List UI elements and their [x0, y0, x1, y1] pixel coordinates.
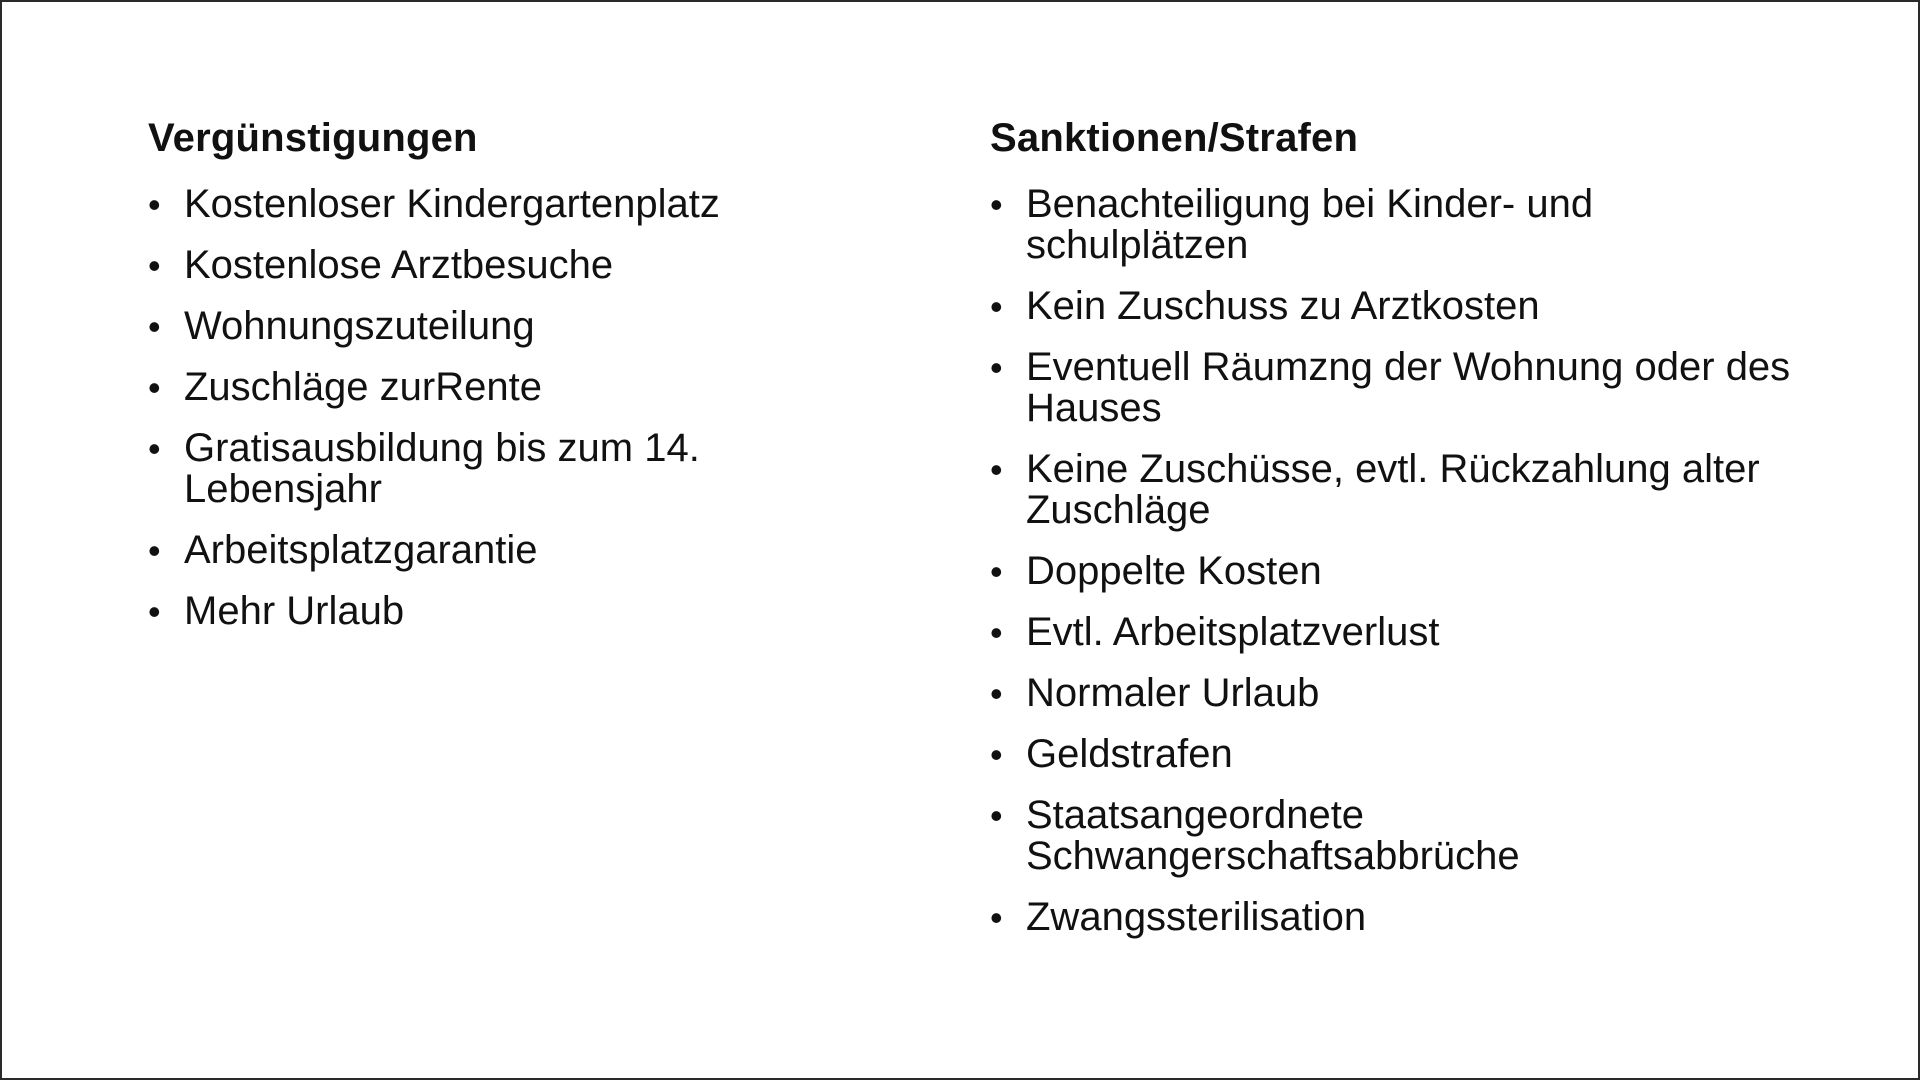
sanction-item-text: Kein Zuschuss zu Arztkosten: [1026, 284, 1540, 328]
sanction-item: [990, 897, 1810, 938]
bullet-icon: [148, 428, 168, 469]
bullet-icon: [990, 184, 1010, 225]
sanctions-list: [990, 184, 1810, 938]
bullet-icon: [990, 449, 1010, 490]
benefit-item: [148, 184, 908, 225]
bullet-icon: [990, 347, 1010, 388]
benefit-item: [148, 367, 908, 408]
bullet-icon: [990, 734, 1010, 775]
bullet-icon: [148, 530, 168, 571]
sanction-item: [990, 184, 1696, 266]
sanction-item: [990, 449, 1766, 531]
benefit-item: [148, 530, 908, 571]
bullet-icon: [148, 306, 168, 347]
bullet-icon: [148, 245, 168, 286]
benefit-item-text: Wohnungszuteilung: [184, 304, 535, 348]
sanction-item-text: Staatsangeordnete Schwangerschaftsabbrüche: [1026, 793, 1520, 878]
sanction-item: [990, 734, 1810, 775]
benefit-item: [148, 591, 908, 632]
benefit-item-text: Mehr Urlaub: [184, 589, 405, 633]
benefit-item-text: Zuschläge zurRente: [184, 365, 542, 409]
bullet-icon: [990, 286, 1010, 327]
sanction-item: [990, 795, 1606, 877]
bullet-icon: [990, 612, 1010, 653]
sanction-item-text: Zwangssterilisation: [1026, 895, 1367, 939]
bullet-icon: [990, 551, 1010, 592]
bullet-icon: [990, 897, 1010, 938]
bullet-icon: [148, 184, 168, 225]
sanction-item-text: Keine Zuschüsse, evtl. Rückzahlung alter Zuschläge: [1026, 447, 1760, 532]
sanction-item: [990, 551, 1810, 592]
bullet-icon: [990, 795, 1010, 836]
bullet-icon: [990, 673, 1010, 714]
benefit-item-text: Kostenlose Arztbesuche: [184, 243, 614, 287]
sanction-item-text: Geldstrafen: [1026, 732, 1233, 776]
sanction-item: [990, 286, 1810, 327]
benefit-item-text: Gratisausbildung bis zum 14. Lebensjahr: [184, 426, 700, 511]
benefits-list: [148, 184, 908, 632]
bullet-icon: [148, 367, 168, 408]
sanction-item-text: Evtl. Arbeitsplatzverlust: [1026, 610, 1440, 654]
benefits-heading: Vergünstigungen: [148, 116, 478, 160]
sanctions-column: [990, 110, 1810, 958]
sanction-item: [990, 673, 1810, 714]
sanction-item-text: Benachteiligung bei Kinder- und schulplätzen: [1026, 182, 1594, 267]
sanction-item-text: Eventuell Räumzng der Wohnung oder des Hauses: [1026, 345, 1791, 430]
benefit-item-text: Kostenloser Kindergartenplatz: [184, 182, 720, 226]
sanctions-heading: Sanktionen/Strafen: [990, 116, 1359, 160]
benefits-column: [148, 110, 908, 652]
sanction-item: [990, 612, 1810, 653]
bullet-icon: [148, 591, 168, 632]
benefit-item: [148, 245, 908, 286]
sanction-item-text: Normaler Urlaub: [1026, 671, 1320, 715]
sanction-item: [990, 347, 1816, 429]
benefit-item: [148, 306, 908, 347]
sanction-item-text: Doppelte Kosten: [1026, 549, 1322, 593]
benefit-item-text: Arbeitsplatzgarantie: [184, 528, 538, 572]
benefit-item: [148, 428, 784, 510]
